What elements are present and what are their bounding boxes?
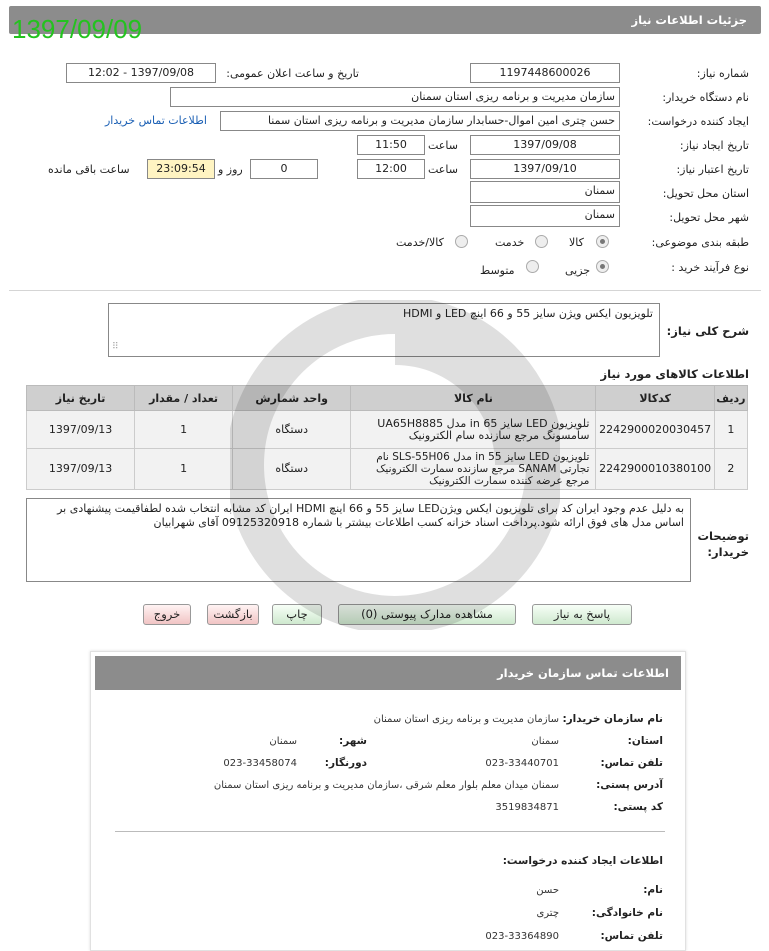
created-date-label: تاریخ ایجاد نیاز:: [679, 139, 749, 152]
city-field[interactable]: سمنان: [470, 205, 620, 227]
row-unit: دستگاه: [232, 449, 350, 490]
process-radio-minor[interactable]: [596, 260, 609, 273]
resize-grip-icon: ⠿: [112, 342, 119, 352]
contact-divider: [115, 831, 665, 832]
row-name: تلویزیون LED سایز in 55 مدل SLS-55H06 نام تجارتی SANAM مرجع سازنده سمارت الکترونیک مرجع عرضه کننده سمارت الکترونیک: [351, 449, 596, 490]
page-title: جزئیات اطلاعات نیاز: [9, 6, 761, 34]
remaining-label: ساعت باقی مانده: [48, 163, 130, 176]
buyer-notes-box[interactable]: [26, 498, 691, 582]
contact-fax-label: دورنگار:: [324, 757, 367, 769]
contact-title: اطلاعات تماس سازمان خریدار: [95, 656, 681, 690]
province-field[interactable]: سمنان: [470, 181, 620, 203]
process-radio-medium[interactable]: [526, 260, 539, 273]
col-unit: واحد شمارش: [232, 386, 350, 411]
col-name: نام کالا: [351, 386, 596, 411]
buyer-label: نام دستگاه خریدار:: [662, 91, 749, 104]
contact-city-value: سمنان: [269, 736, 297, 747]
creator-field[interactable]: حسن چتری امین اموال-حسابدار سازمان مدیریت و برنامه ریزی استان سمنا: [220, 111, 620, 131]
contact-address-value: سمنان میدان معلم بلوار معلم شرقی ،سازمان مدیریت و برنامه ریزی استان سمنان: [213, 780, 559, 791]
days-label: روز و: [218, 163, 243, 176]
contact-fax-value: 023-33458074: [223, 758, 297, 769]
summary-box[interactable]: [108, 303, 660, 357]
valid-time-label: ساعت: [428, 163, 458, 176]
contact-province-label: استان:: [627, 735, 663, 747]
date-watermark: 1397/09/09: [12, 14, 143, 44]
row-date: 1397/09/13: [27, 449, 135, 490]
print-button[interactable]: چاپ: [272, 604, 322, 625]
process-label: نوع فرآیند خرید :: [671, 261, 749, 274]
buyer-contact-panel: [90, 651, 686, 951]
creator-phone-label: تلفن تماس:: [600, 930, 663, 942]
items-header-row: [27, 386, 748, 411]
contact-address-label: آدرس پستی:: [596, 779, 663, 791]
back-button[interactable]: بازگشت: [207, 604, 259, 625]
contact-phone-label: تلفن تماس:: [600, 757, 663, 769]
need-number-label: شماره نیاز:: [696, 67, 749, 80]
creator-info-title: اطلاعات ایجاد کننده درخواست:: [502, 855, 663, 867]
reply-button[interactable]: پاسخ به نیاز: [532, 604, 632, 625]
contact-org-label: نام سازمان خریدار:: [562, 713, 663, 725]
items-section-title: اطلاعات کالاهای مورد نیاز: [600, 367, 749, 381]
contact-postal-value: 3519834871: [495, 802, 559, 813]
buyer-notes-label: توضیحات خریدار:: [697, 529, 749, 559]
remaining-time-field: 23:09:54: [147, 159, 215, 179]
province-label: استان محل تحویل:: [662, 187, 749, 200]
valid-date-label: تاریخ اعتبار نیاز:: [676, 163, 749, 176]
days-field[interactable]: 0: [250, 159, 318, 179]
creator-family-label: نام خانوادگی:: [591, 907, 663, 919]
divider: [9, 290, 761, 291]
summary-text: تلویزیون ایکس ویژن سایز 55 و 66 اینچ LED و HDMI: [403, 307, 653, 320]
announce-field[interactable]: 1397/09/08 - 12:02: [66, 63, 216, 83]
category-option-service: خدمت: [495, 236, 525, 249]
row-unit: دستگاه: [232, 411, 350, 449]
col-index: ردیف: [714, 386, 747, 411]
buyer-field[interactable]: سازمان مدیریت و برنامه ریزی استان سمنان: [170, 87, 620, 107]
row-name: تلویزیون LED سایز in 65 مدل UA65H8885 سامسونگ مرجع سازنده سام الکترونیک: [351, 411, 596, 449]
category-label: طبقه بندی موضوعی:: [651, 236, 749, 249]
row-qty: 1: [135, 449, 233, 490]
announce-label: تاریخ و ساعت اعلان عمومی:: [226, 67, 359, 80]
buyer-notes-text: به دلیل عدم وجود ایران کد برای تلویزیون ایکس ویژنLED سایز 55 و 66 اینچ HDMI ایران کد مشابه انتخاب شده لطفاقیمت پیشنهادی بر اساس مدل های فوق ارائه شود.پرداخت اسناد خزانه کسب اطلاعات بیشتر با شماره 09125320918 آقای شهرابیان: [57, 502, 684, 529]
table-row[interactable]: [27, 411, 748, 449]
category-option-both: کالا/خدمت: [396, 236, 444, 249]
items-table: [26, 385, 748, 490]
row-date: 1397/09/13: [27, 411, 135, 449]
col-code: کدکالا: [596, 386, 714, 411]
process-option-medium: متوسط: [480, 264, 515, 277]
process-option-minor: جزیی: [565, 264, 591, 277]
col-qty: تعداد / مقدار: [135, 386, 233, 411]
creator-name-value: حسن: [536, 885, 559, 896]
creator-family-value: چتری: [536, 908, 559, 919]
contact-city-label: شهر:: [339, 735, 367, 747]
category-option-goods: کالا: [569, 236, 584, 249]
category-radio-both[interactable]: [455, 235, 468, 248]
attachments-button[interactable]: مشاهده مدارک پیوستی (0): [338, 604, 516, 625]
category-radio-goods[interactable]: [596, 235, 609, 248]
creator-name-label: نام:: [643, 884, 663, 896]
creator-label: ایجاد کننده درخواست:: [647, 115, 749, 128]
valid-date-field[interactable]: 1397/09/10: [470, 159, 620, 179]
contact-postal-label: کد پستی:: [613, 801, 663, 813]
category-radio-service[interactable]: [535, 235, 548, 248]
row-code: 2242900020030457: [596, 411, 714, 449]
city-label: شهر محل تحویل:: [669, 211, 749, 224]
contact-province-value: سمنان: [531, 736, 559, 747]
created-time-label: ساعت: [428, 139, 458, 152]
creator-phone-value: 023-33364890: [485, 931, 559, 942]
created-time-field[interactable]: 11:50: [357, 135, 425, 155]
contact-phone-value: 023-33440701: [485, 758, 559, 769]
need-number-field[interactable]: 1197448600026: [470, 63, 620, 83]
contact-org-value: سازمان مدیریت و برنامه ریزی استان سمنان: [373, 714, 559, 725]
table-row[interactable]: [27, 449, 748, 490]
row-qty: 1: [135, 411, 233, 449]
created-date-field[interactable]: 1397/09/08: [470, 135, 620, 155]
summary-label: شرح کلی نیاز:: [666, 324, 749, 338]
valid-time-field[interactable]: 12:00: [357, 159, 425, 179]
buyer-contact-link[interactable]: اطلاعات تماس خریدار: [105, 114, 207, 127]
col-date: تاریخ نیاز: [27, 386, 135, 411]
row-code: 2242900010380100: [596, 449, 714, 490]
row-index: 1: [714, 411, 747, 449]
exit-button[interactable]: خروج: [143, 604, 191, 625]
row-index: 2: [714, 449, 747, 490]
